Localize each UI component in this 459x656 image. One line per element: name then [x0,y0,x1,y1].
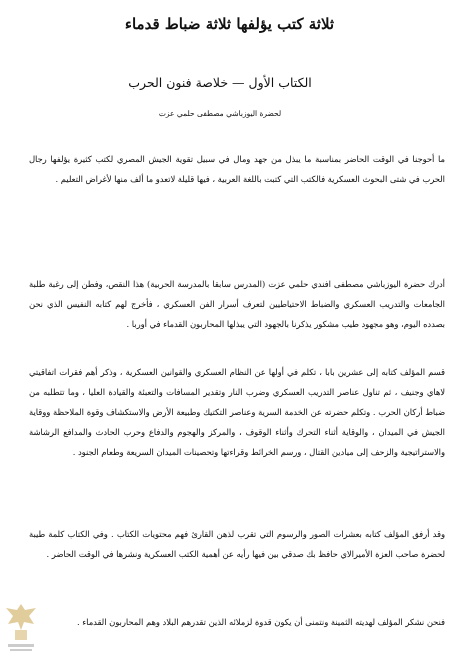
paragraph: ما أحوجنا في الوقت الحاضر بمناسبة ما يبذل من جهد ومال في سبيل تقوية الجيش المصري لكتب كثيرة يؤلفها رجال الحرب في شتى البحوث العسكرية فالكتب التي كتبت باللغة العربية ، فيها قليلة لاتعدو ما ألف منها لأغراض التعليم . [29,154,445,185]
eagle-emblem-icon [2,600,40,654]
paragraph: فنحن نشكر المؤلف لهديته الثمينة ونتمنى أن يكون قدوة لزملائه الذين تقدرهم البلاد وهم المحاربون القدماء . [76,617,445,628]
paragraph: أدرك حضرة اليوزباشي مصطفى افندي حلمي عزت (المدرس سابقا بالمدرسة الحربية) هذا النقص، وفطن إلى رغبة طلبة الجامعات والتدريب العسكري والضباط الاحتياطيين لتعرف أسرار الفن العسكري ، فأخرج لهم كتابه النفيس الذي نحن بصدده اليوم، وهو مجهود طيب مشكور يذكرنا بالجهود التي يبذلها المحاربون القدماء في أوربا . [29,279,445,330]
page-title: ثلاثة كتب يؤلفها ثلاثة ضباط قدماء [124,15,335,33]
book-title: الكتاب الأول — خلاصة فنون الحرب [128,75,312,90]
author-line: لحضرة اليوزباشي مصطفى حلمي عزت [158,109,282,118]
paragraph: وقد أرفق المؤلف كتابه بعشرات الصور والرسوم التي تقرب لذهن القارئ فهم محتويات الكتاب . وفي الكتاب كلمة طيبة لحضرة صاحب العزة الأميرالاي حافظ بك صدقي بين فيها رأيه عن أهمية الكتب العسكرية ونشرها في الوقت الحاضر . [29,529,445,560]
paragraph: قسم المؤلف كتابه إلى عشرين بابا ، تكلم في أولها عن النظام العسكري والقوانين العسكرية ، وذكر أهم فقرات اتفاقيتي لاهاي وجنيف ، ثم تناول عناصر التدريب العسكري وضرب النار وتقدير المسافات والتعبئة والقيادة العليا ، وما تتطلبه من ضباط أركان الحرب . وتكلم حضرته عن الخدمة السرية وعناصر التكتيك وطبيعة الأرض والاستكشاف وقوة الملاحظة ووقاية الجيش في الميدان ، والوقاية أثناء التحرك وأثناء الوقوف ، والمركز والهجوم والدفاع وحرب الحادث والمدافع الرشاشة والاستراتيجية والزحف إلى ميادين القتال ، ورسم الخرائط وقراءتها وتحصينات الميدان السريعة وطعام الجنود . [29,367,445,458]
